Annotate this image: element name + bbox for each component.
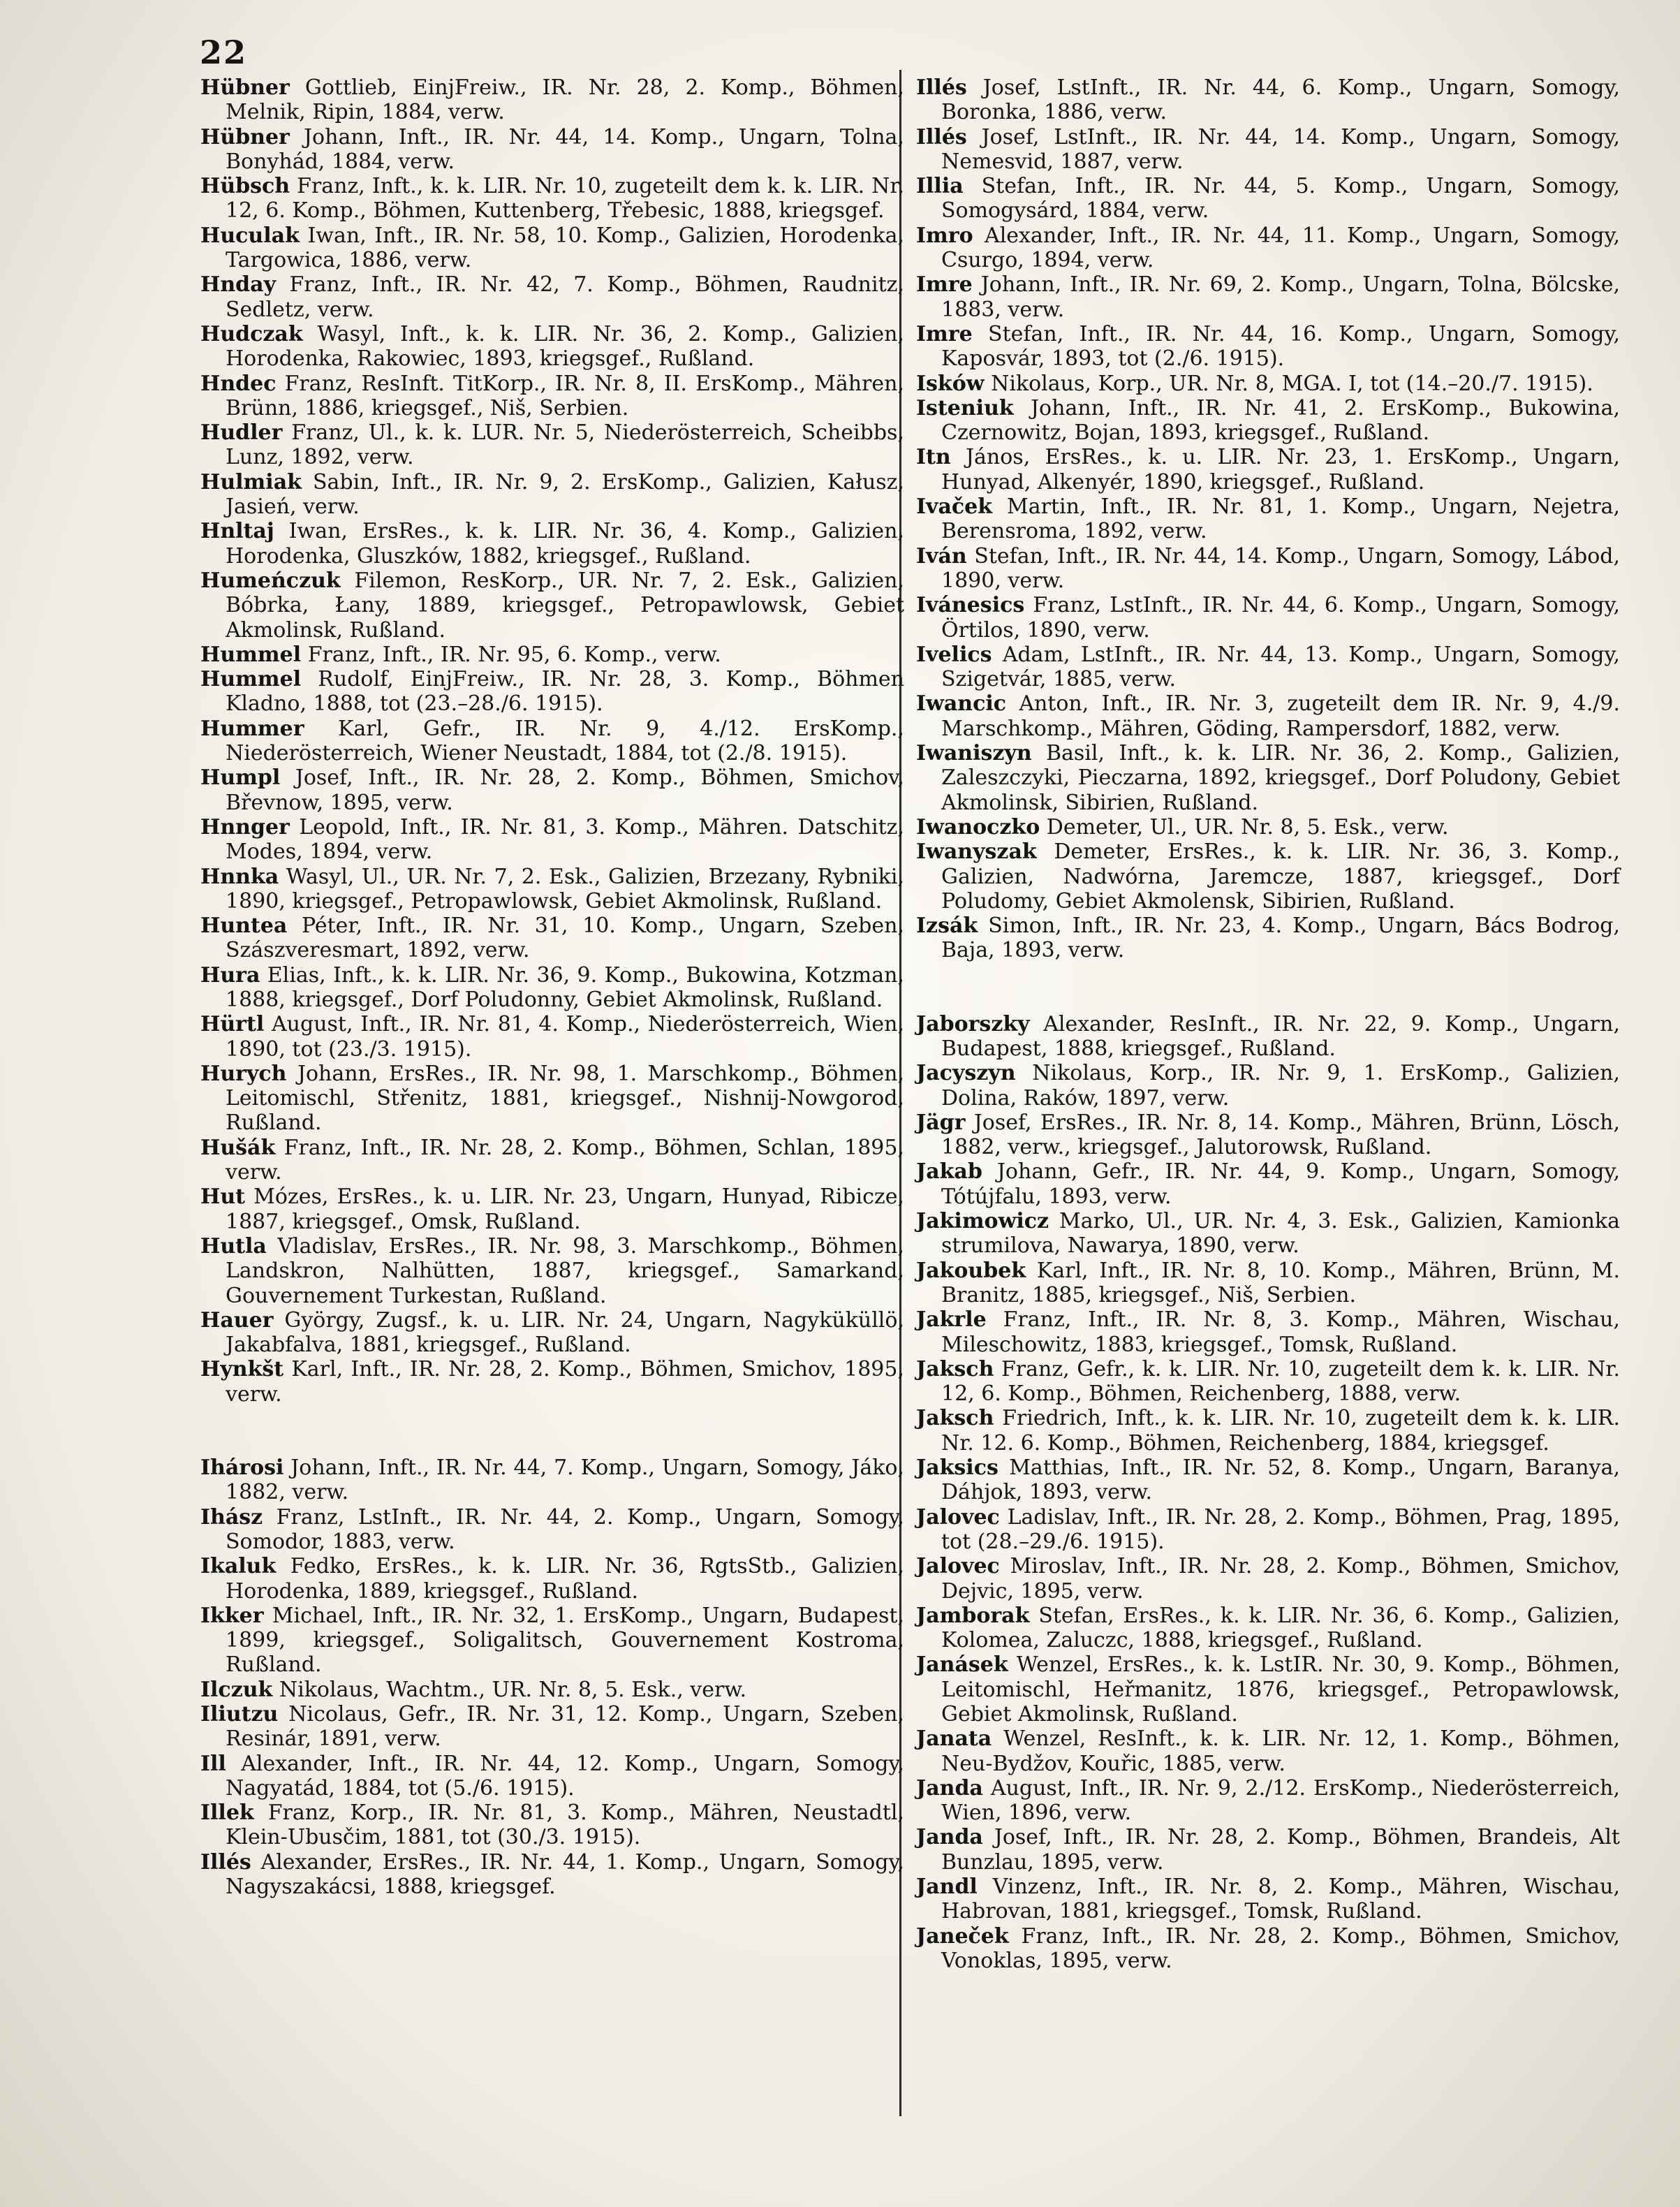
entry-details: Franz, Ul., k. k. LUR. Nr. 5, Niederösterreich, Scheibbs, Lunz, 1892, verw. [226, 420, 904, 470]
surname: Hürtl [200, 1012, 265, 1037]
entry-details: Rudolf, EinjFreiw., IR. Nr. 28, 3. Komp., Böhmen Kladno, 1888, tot (23.–28./6. 1915). [226, 667, 904, 717]
list-entry [200, 1357, 904, 1407]
list-entry [200, 322, 904, 372]
list-entry [200, 470, 904, 520]
entry-details: Adam, LstInft., IR. Nr. 44, 13. Komp., Ungarn, Somogy, Szigetvár, 1885, verw. [941, 642, 1620, 692]
entry-details: Alexander, ErsRes., IR. Nr. 44, 1. Komp., Ungarn, Somogy, Nagyszakácsi, 1888, kriegsgef. [226, 1849, 904, 1900]
entry-details: Josef, ErsRes., IR. Nr. 8, 14. Komp., Mähren, Brünn, Lösch, 1882, verw., kriegsgef., Jalutorowsk, Rußland. [941, 1110, 1620, 1160]
surname: Iwanoczko [916, 814, 1040, 839]
entry-group-h [200, 75, 904, 1407]
list-entry [916, 125, 1620, 175]
surname: Iwancic [916, 691, 1007, 717]
list-entry [916, 396, 1620, 446]
entry-details: August, Inft., IR. Nr. 9, 2./12. ErsKomp., Niederösterreich, Wien, 1896, verw. [941, 1775, 1620, 1826]
list-entry [200, 1752, 904, 1801]
surname: Hübner [200, 124, 290, 149]
list-entry [200, 1062, 904, 1136]
entry-details: August, Inft., IR. Nr. 81, 4. Komp., Niederösterreich, Wien, 1890, tot (23./3. 1915). [226, 1012, 904, 1062]
list-entry [916, 1776, 1620, 1826]
entry-details: Alexander, Inft., IR. Nr. 44, 11. Komp., Ungarn, Somogy, Csurgo, 1894, verw. [941, 223, 1620, 273]
entry-details: Vladislav, ErsRes., IR. Nr. 98, 3. Marschkomp., Böhmen, Landskron, Nalhütten, 1887, kriegsgef., Samarkand, Gouvernement Turkestan, Rußland. [226, 1233, 904, 1308]
entry-details: Miroslav, Inft., IR. Nr. 28, 2. Komp., Böhmen, Smichov, Dejvic, 1895, verw. [941, 1554, 1620, 1604]
entry-details: Vinzenz, Inft., IR. Nr. 8, 2. Komp., Mähren, Wischau, Habrovan, 1881, kriegsgef., Tomsk, Rußland. [941, 1875, 1620, 1924]
surname: Hura [200, 962, 260, 988]
list-entry [200, 420, 904, 470]
entry-details: Stefan, Inft., IR. Nr. 44, 5. Komp., Ungarn, Somogy, Somogysárd, 1884, verw. [941, 174, 1620, 223]
surname: Hummer [200, 716, 304, 741]
surname: Jaksics [916, 1456, 999, 1481]
list-entry [200, 1850, 904, 1900]
list-entry [916, 815, 1620, 839]
surname: Illia [916, 174, 964, 199]
surname: Jaborszky [916, 1011, 1030, 1036]
list-entry [916, 1110, 1620, 1160]
surname: Jandl [916, 1875, 978, 1900]
entry-details: János, ErsRes., k. u. LIR. Nr. 23, 1. ErsKomp., Ungarn, Hunyad, Alkenyér, 1890, kriegsgef., Rußland. [941, 445, 1620, 494]
surname: Jalovec [916, 1504, 1000, 1530]
list-entry [200, 815, 904, 865]
entry-details: Anton, Inft., IR. Nr. 3, zugeteilt dem IR. Nr. 9, 4./9. Marschkomp., Mähren, Göding, Rampersdorf, 1882, verw. [941, 691, 1620, 741]
surname: Janda [916, 1825, 983, 1850]
entry-details: Wasyl, Ul., UR. Nr. 7, 2. Esk., Galizien, Brzezany, Rybniki, 1890, kriegsgef., Petropawlowsk, Gebiet Akmolinsk, Rußland. [226, 864, 904, 914]
list-entry [916, 1505, 1620, 1555]
surname: Janda [916, 1775, 983, 1801]
surname: Jakab [916, 1159, 982, 1185]
list-entry [916, 593, 1620, 643]
surname: Izsák [916, 914, 978, 939]
entry-details: Franz, Gefr., k. k. LIR. Nr. 10, zugeteilt dem k. k. LIR. Nr. 12, 6. Komp., Böhmen, Reichenberg, 1888, verw. [941, 1356, 1620, 1407]
surname: Isteniuk [916, 395, 1014, 420]
surname: Ill [200, 1751, 226, 1776]
right-column [916, 75, 1620, 1973]
entry-details: Nikolaus, Korp., IR. Nr. 9, 1. ErsKomp., Galizien, Dolina, Raków, 1897, verw. [941, 1061, 1620, 1110]
list-entry [916, 1726, 1620, 1776]
list-entry [200, 125, 904, 175]
surname: Jalovec [916, 1554, 1000, 1579]
entry-details: Demeter, ErsRes., k. k. LIR. Nr. 36, 3. Komp., Galizien, Nadwórna, Jaremcze, 1887, kriegsgef., Dorf Poludomy, Gebiet Akmolensk, Sibirien, Rußland. [941, 839, 1620, 914]
entry-details: Michael, Inft., IR. Nr. 32, 1. ErsKomp., Ungarn, Budapest, 1899, kriegsgef., Soligalitsch, Gouvernement Kostroma, Rußland. [226, 1603, 905, 1678]
list-entry [200, 1702, 904, 1752]
surname: Hušák [200, 1135, 276, 1160]
entry-details: Johann, Inft., IR. Nr. 44, 7. Komp., Ungarn, Somogy, Jáko, 1882, verw. [226, 1456, 905, 1505]
entry-details: Franz, Inft., IR. Nr. 28, 2. Komp., Böhmen, Schlan, 1895, verw. [226, 1135, 904, 1185]
list-entry [200, 1678, 904, 1702]
list-entry [916, 1012, 1620, 1062]
entry-details: Wasyl, Inft., k. k. LIR. Nr. 36, 2. Komp., Galizien, Horodenka, Rakowiec, 1893, kriegsgef., Rußland. [226, 321, 904, 372]
entry-details: Martin, Inft., IR. Nr. 81, 1. Komp., Ungarn, Nejetra, Berensroma, 1892, verw. [941, 494, 1620, 544]
list-entry [916, 1875, 1620, 1924]
list-entry [916, 1406, 1620, 1456]
surname: Iwanyszak [916, 839, 1037, 865]
surname: Ikker [200, 1603, 264, 1628]
list-entry [916, 1357, 1620, 1407]
entry-details: Franz, Korp., IR. Nr. 81, 3. Komp., Mähren, Neustadtl, Klein-Ubusčim, 1881, tot (30./3. 1915). [226, 1801, 904, 1850]
surname: Imre [916, 321, 973, 346]
entry-details: Wenzel, ResInft., k. k. LIR. Nr. 12, 1. Komp., Böhmen, Neu-Bydžov, Kouřic, 1885, verw. [941, 1726, 1620, 1776]
entry-details: Johann, ErsRes., IR. Nr. 98, 1. Marschkomp., Böhmen, Leitomischl, Střenitz, 1881, kriegsgef., Nishnij-Nowgorod, Rußland. [226, 1061, 904, 1136]
entry-details: Friedrich, Inft., k. k. LIR. Nr. 10, zugeteilt dem k. k. LIR. Nr. 12. 6. Komp., Böhmen, Reichenberg, 1884, kriegsgef. [941, 1406, 1620, 1456]
surname: Hübner [200, 75, 290, 100]
surname: Hudczak [200, 321, 303, 346]
entry-details: Johann, Gefr., IR. Nr. 44, 9. Komp., Ungarn, Somogy, Tótújfalu, 1893, verw. [941, 1159, 1620, 1209]
list-entry [200, 1136, 904, 1185]
entry-details: Stefan, Inft., IR. Nr. 44, 14. Komp., Ungarn, Somogy, Lábod, 1890, verw. [941, 543, 1620, 593]
list-entry [200, 1012, 904, 1062]
entry-details: Nikolaus, Korp., UR. Nr. 8, MGA. I, tot (14.–20./7. 1915). [991, 371, 1593, 396]
entry-details: Basil, Inft., k. k. LIR. Nr. 36, 2. Komp., Galizien, Zaleszczyki, Pieczarna, 1892, kriegsgef., Dorf Poludony, Gebiet Akmolinsk, Sibirien, Rußland. [941, 741, 1620, 815]
surname: Hulmiak [200, 469, 302, 494]
list-entry [200, 174, 904, 223]
list-entry [200, 1801, 904, 1850]
surname: Hynkšt [200, 1357, 284, 1382]
entry-details: Franz, Inft., IR. Nr. 8, 3. Komp., Mähren, Wischau, Mileschowitz, 1883, kriegsgef., Tomsk, Rußland. [941, 1307, 1620, 1357]
surname: Hummel [200, 667, 302, 692]
surname: Janata [916, 1726, 992, 1752]
entry-details: Johann, Inft., IR. Nr. 44, 14. Komp., Ungarn, Tolna, Bonyhád, 1884, verw. [226, 124, 904, 174]
surname: Janásek [916, 1652, 1008, 1678]
list-entry [916, 1159, 1620, 1209]
entry-details: Karl, Gefr., IR. Nr. 9, 4./12. ErsKomp., Niederösterreich, Wiener Neustadt, 1884, tot (2./8. 1915). [226, 716, 904, 766]
surname: Illés [200, 1849, 251, 1875]
surname: Jaksch [916, 1356, 994, 1381]
surname: Jaksch [916, 1406, 994, 1431]
list-entry [200, 865, 904, 914]
list-entry [200, 765, 904, 815]
list-entry [916, 1209, 1620, 1259]
list-entry [200, 1505, 904, 1555]
entry-details: Ladislav, Inft., IR. Nr. 28, 2. Komp., Böhmen, Prag, 1895, tot (28.–29./6. 1915). [941, 1504, 1620, 1554]
entry-details: Alexander, Inft., IR. Nr. 44, 12. Komp., Ungarn, Somogy, Nagyatád, 1884, tot (5./6. 1915). [226, 1751, 904, 1801]
surname: Hnnger [200, 814, 290, 839]
left-column [200, 75, 904, 1899]
list-entry [200, 1185, 904, 1234]
surname: Ihárosi [200, 1456, 284, 1481]
list-entry [200, 1308, 904, 1358]
entry-details: Karl, Inft., IR. Nr. 8, 10. Komp., Mähren, Brünn, M. Branitz, 1885, kriegsgef., Niš, Serbien. [941, 1258, 1620, 1307]
list-entry [200, 667, 904, 717]
section-gap [200, 1407, 904, 1456]
list-entry [916, 1307, 1620, 1357]
entry-details: Leopold, Inft., IR. Nr. 81, 3. Komp., Mähren. Datschitz, Modes, 1894, verw. [226, 814, 904, 865]
list-entry [916, 691, 1620, 741]
entry-details: Johann, Inft., IR. Nr. 41, 2. ErsKomp., Bukowina, Czernowitz, Bojan, 1893, kriegsgef., Rußland. [941, 395, 1621, 446]
entry-details: Nikolaus, Wachtm., UR. Nr. 8, 5. Esk., verw. [279, 1677, 747, 1702]
entry-details: Josef, Inft., IR. Nr. 28, 2. Komp., Böhmen, Brandeis, Alt Bunzlau, 1895, verw. [941, 1825, 1620, 1875]
entry-details: Alexander, ResInft., IR. Nr. 22, 9. Komp., Ungarn, Budapest, 1888, kriegsgef., Rußland. [941, 1011, 1620, 1061]
surname: Humpl [200, 765, 281, 791]
list-entry [200, 1554, 904, 1604]
surname: Huculak [200, 223, 300, 248]
surname: Hnltaj [200, 519, 274, 544]
entry-details: Franz, Inft., IR. Nr. 95, 6. Komp., verw. [307, 642, 721, 667]
surname: Hauer [200, 1307, 274, 1333]
list-entry [916, 1604, 1620, 1653]
entry-details: Péter, Inft., IR. Nr. 31, 10. Komp., Ungarn, Szeben, Szászveresmart, 1892, verw. [226, 914, 904, 963]
entry-group-i-continued [916, 75, 1620, 963]
list-entry [916, 1652, 1620, 1726]
list-entry [200, 75, 904, 125]
list-entry [916, 174, 1620, 223]
entry-details: Franz, Inft., IR. Nr. 28, 2. Komp., Böhmen, Smichov, Vonoklas, 1895, verw. [941, 1923, 1620, 1973]
surname: Hutla [200, 1233, 267, 1259]
surname: Ihász [200, 1504, 263, 1530]
surname: Imro [916, 223, 973, 248]
list-entry [916, 223, 1620, 273]
entry-details: Franz, ResInft. TitKorp., IR. Nr. 8, II. ErsKomp., Mähren, Brünn, 1886, kriegsgef., Niš, Serbien. [226, 371, 904, 420]
list-entry [916, 1825, 1620, 1875]
entry-details: Iwan, ErsRes., k. k. LIR. Nr. 36, 4. Komp., Galizien, Horodenka, Gluszków, 1882, kriegsgef., Rußland. [226, 519, 904, 569]
entry-details: Wenzel, ErsRes., k. k. LstIR. Nr. 30, 9. Komp., Böhmen, Leitomischl, Heřmanitz, 1876, kriegsgef., Petropawlowsk, Gebiet Akmolinsk, Rußland. [941, 1652, 1620, 1726]
surname: Ivaček [916, 494, 993, 520]
surname: Hudler [200, 420, 283, 446]
list-entry [200, 1604, 904, 1678]
surname: Ivánesics [916, 593, 1025, 618]
list-entry [916, 1259, 1620, 1308]
entry-details: Iwan, Inft., IR. Nr. 58, 10. Komp., Galizien, Horodenka, Targowica, 1886, verw. [226, 223, 904, 273]
entry-group-j [916, 1012, 1620, 1974]
surname: Hübsch [200, 174, 290, 199]
list-entry [916, 741, 1620, 815]
list-entry [200, 914, 904, 963]
list-entry [916, 914, 1620, 963]
entry-details: Franz, LstInft., IR. Nr. 44, 2. Komp., Ungarn, Somogy, Somodor, 1883, verw. [226, 1504, 904, 1554]
surname: Hnday [200, 272, 277, 298]
surname: Ilczuk [200, 1677, 273, 1702]
entry-details: Josef, Inft., IR. Nr. 28, 2. Komp., Böhmen, Smichov, Břevnow, 1895, verw. [226, 765, 904, 815]
list-entry [916, 1554, 1620, 1604]
surname: Hummel [200, 642, 302, 667]
entry-details: Franz, LstInft., IR. Nr. 44, 6. Komp., Ungarn, Somogy, Örtilos, 1890, verw. [941, 593, 1620, 643]
entry-details: Johann, Inft., IR. Nr. 69, 2. Komp., Ungarn, Tolna, Bölcske, 1883, verw. [941, 272, 1620, 322]
surname: Ivelics [916, 642, 992, 667]
entry-details: Mózes, ErsRes., k. u. LIR. Nr. 23, Ungarn, Hunyad, Ribicze, 1887, kriegsgef., Omsk, Rußland. [226, 1185, 905, 1234]
list-entry [916, 494, 1620, 544]
entry-details: Franz, Inft., IR. Nr. 42, 7. Komp., Böhmen, Raudnitz, Sedletz, verw. [226, 272, 904, 322]
entry-details: Fedko, ErsRes., k. k. LIR. Nr. 36, RgtsStb., Galizien, Horodenka, 1889, kriegsgef., Rußland. [226, 1554, 904, 1604]
list-entry [916, 372, 1620, 396]
entry-details: Josef, LstInft., IR. Nr. 44, 14. Komp., Ungarn, Somogy, Nemesvid, 1887, verw. [941, 124, 1620, 174]
list-entry [916, 1061, 1620, 1110]
list-entry [200, 272, 904, 322]
entry-details: Gottlieb, EinjFreiw., IR. Nr. 28, 2. Komp., Böhmen, Melnik, Ripin, 1884, verw. [226, 75, 904, 125]
list-entry [200, 569, 904, 643]
surname: Hut [200, 1185, 246, 1210]
surname: Iván [916, 543, 967, 569]
surname: Jakoubek [916, 1258, 1026, 1283]
surname: Itn [916, 445, 951, 470]
surname: Jacyszyn [916, 1061, 1016, 1086]
surname: Illek [200, 1801, 254, 1826]
entry-details: Matthias, Inft., IR. Nr. 52, 8. Komp., Ungarn, Baranya, Dáhjok, 1893, verw. [941, 1456, 1620, 1505]
list-entry [916, 272, 1620, 322]
surname: Hndec [200, 371, 277, 396]
list-entry [200, 963, 904, 1013]
entry-details: Marko, Ul., UR. Nr. 4, 3. Esk., Galizien, Kamionka strumilova, Nawarya, 1890, verw. [941, 1209, 1620, 1259]
entry-details: Stefan, ErsRes., k. k. LIR. Nr. 36, 6. Komp., Galizien, Kolomea, Zaluczc, 1888, kriegsgef., Rußland. [941, 1603, 1620, 1653]
list-entry [916, 322, 1620, 372]
surname: Jägr [916, 1110, 966, 1135]
surname: Jakimowicz [916, 1209, 1049, 1234]
surname: Humeńczuk [200, 568, 341, 593]
surname: Iwaniszyn [916, 741, 1032, 766]
list-entry [916, 75, 1620, 125]
surname: Imre [916, 272, 973, 298]
list-entry [200, 1456, 904, 1505]
list-entry [916, 643, 1620, 692]
entry-group-i [200, 1456, 904, 1899]
list-entry [200, 643, 904, 667]
surname: Isków [916, 371, 985, 396]
list-entry [916, 445, 1620, 494]
entry-details: Simon, Inft., IR. Nr. 23, 4. Komp., Ungarn, Bács Bodrog, Baja, 1893, verw. [941, 914, 1620, 963]
section-gap [916, 963, 1620, 1012]
surname: Illés [916, 124, 967, 149]
page-number: 22 [200, 34, 248, 71]
surname: Jakrle [916, 1307, 987, 1333]
list-entry [200, 717, 904, 766]
entry-details: Franz, Inft., k. k. LIR. Nr. 10, zugeteilt dem k. k. LIR. Nr. 12, 6. Komp., Böhmen, Kuttenberg, Třebesic, 1888, kriegsgef. [226, 174, 904, 223]
list-entry [916, 544, 1620, 594]
surname: Jamborak [916, 1603, 1030, 1628]
entry-details: Stefan, Inft., IR. Nr. 44, 16. Komp., Ungarn, Somogy, Kaposvár, 1893, tot (2./6. 1915). [941, 321, 1620, 372]
entry-details: Sabin, Inft., IR. Nr. 9, 2. ErsKomp., Galizien, Kałusz, Jasień, verw. [226, 469, 904, 520]
surname: Iliutzu [200, 1702, 279, 1726]
list-entry [916, 1924, 1620, 1974]
surname: Ikaluk [200, 1554, 277, 1579]
list-entry [200, 519, 904, 569]
list-entry [916, 1456, 1620, 1505]
surname: Huntea [200, 914, 288, 939]
list-entry [200, 223, 904, 273]
list-entry [200, 372, 904, 421]
surname: Illés [916, 75, 967, 100]
surname: Hnnka [200, 864, 279, 889]
entry-details: Demeter, Ul., UR. Nr. 8, 5. Esk., verw. [1046, 814, 1449, 839]
entry-details: Elias, Inft., k. k. LIR. Nr. 36, 9. Komp., Bukowina, Kotzman, 1888, kriegsgef., Dorf Poludonny, Gebiet Akmolinsk, Rußland. [226, 962, 904, 1012]
entry-details: Josef, LstInft., IR. Nr. 44, 6. Komp., Ungarn, Somogy, Boronka, 1886, verw. [941, 75, 1620, 125]
entry-details: Nicolaus, Gefr., IR. Nr. 31, 12. Komp., Ungarn, Szeben, Resinár, 1891, verw. [226, 1702, 904, 1752]
surname: Hurych [200, 1061, 287, 1086]
list-entry [200, 1234, 904, 1308]
entry-details: Filemon, ResKorp., UR. Nr. 7, 2. Esk., Galizien, Bóbrka, Łany, 1889, kriegsgef., Petropawlowsk, Gebiet Akmolinsk, Rußland. [226, 568, 904, 643]
surname: Janeček [916, 1923, 1009, 1949]
entry-details: György, Zugsf., k. u. LIR. Nr. 24, Ungarn, Nagyküküllö, Jakabfalva, 1881, kriegsgef., Rußland. [226, 1307, 904, 1358]
entry-details: Karl, Inft., IR. Nr. 28, 2. Komp., Böhmen, Smichov, 1895, verw. [226, 1357, 904, 1407]
list-entry [916, 839, 1620, 914]
